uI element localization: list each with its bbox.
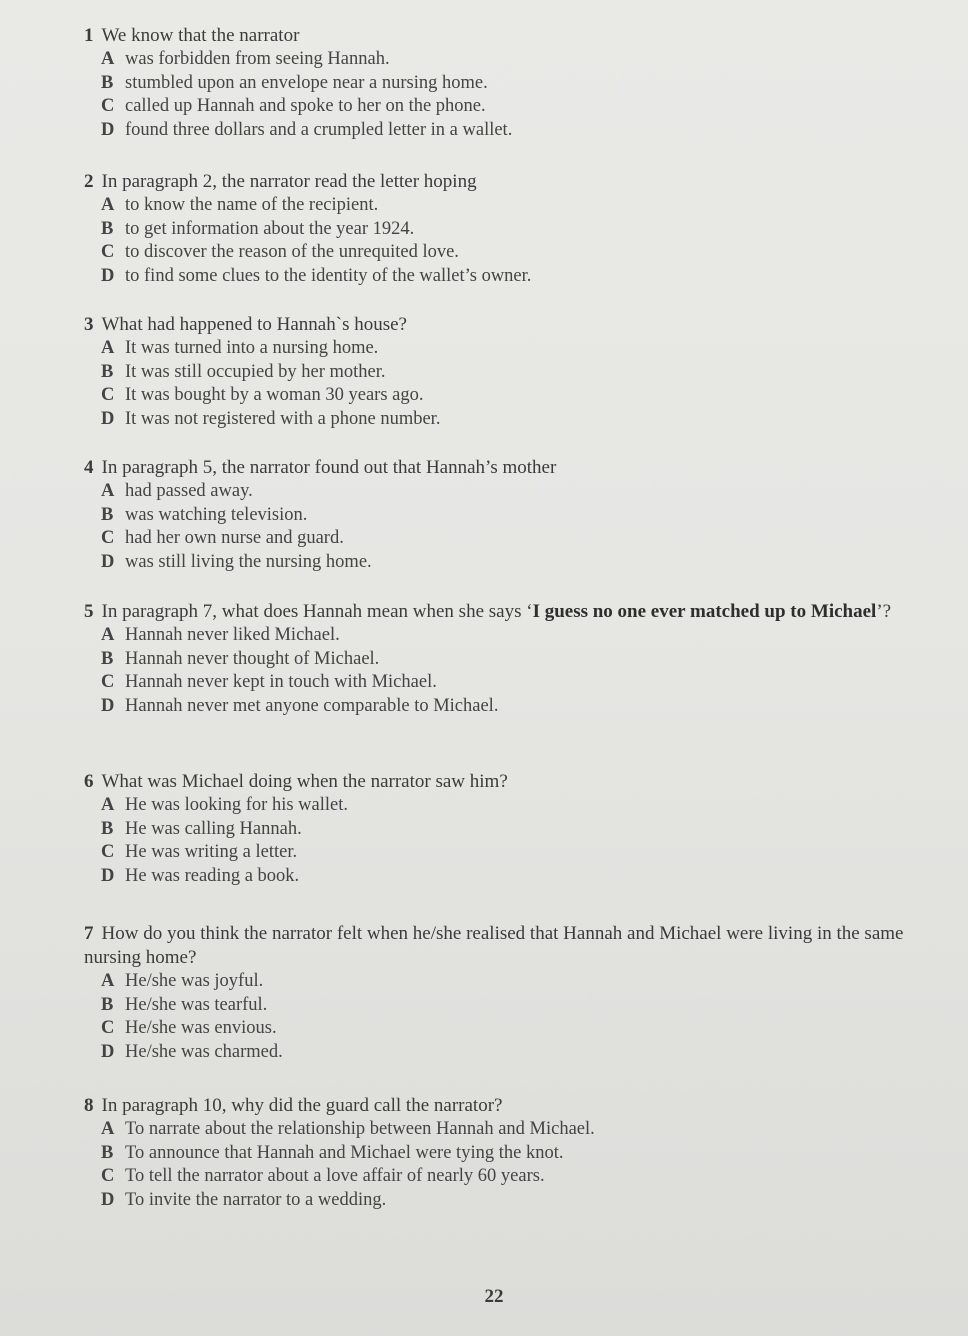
option-b[interactable] <box>84 994 948 1018</box>
option-letter: B <box>101 648 114 669</box>
option-letter: D <box>101 865 115 886</box>
option-text: Hannah never met anyone comparable to Michael. <box>125 695 499 716</box>
answer-options <box>84 194 948 288</box>
option-letter: A <box>101 49 115 69</box>
question-4 <box>84 456 948 574</box>
option-b[interactable] <box>84 1142 948 1166</box>
option-b[interactable] <box>84 648 948 672</box>
option-text: to know the name of the recipient. <box>125 195 379 215</box>
option-text: He was reading a book. <box>125 865 300 886</box>
option-d[interactable] <box>84 695 948 719</box>
option-text: To tell the narrator about a love affair of nearly 60 years. <box>125 1166 545 1187</box>
question-number: 4 <box>84 457 94 478</box>
question-5 <box>84 600 948 718</box>
question-number: 1 <box>84 25 94 46</box>
page-number: 22 <box>484 1286 504 1307</box>
answer-options <box>84 794 948 888</box>
option-text: was watching television. <box>125 504 308 525</box>
question-stem <box>84 24 948 48</box>
question-stem <box>84 770 948 794</box>
option-text: It was still occupied by her mother. <box>125 361 386 382</box>
option-text: called up Hannah and spoke to her on the phone. <box>125 96 486 117</box>
question-text: In paragraph 2, the narrator read the letter hoping <box>101 171 477 192</box>
question-stem <box>84 170 948 194</box>
answer-options <box>84 1118 948 1212</box>
question-text: How do you think the narrator felt when he/she realised that Hannah and Michael were living in the same nursing home? <box>84 923 904 968</box>
option-letter: A <box>101 625 115 645</box>
option-c[interactable] <box>84 241 948 265</box>
option-letter: C <box>101 242 115 263</box>
option-d[interactable] <box>84 865 948 889</box>
question-stem <box>84 600 948 624</box>
question-text-end: ’? <box>876 601 892 622</box>
answer-options <box>84 480 948 574</box>
option-letter: A <box>101 971 115 991</box>
option-c[interactable] <box>84 841 948 865</box>
option-text: Hannah never kept in touch with Michael. <box>125 672 437 693</box>
question-stem <box>84 1094 948 1118</box>
option-a[interactable] <box>84 48 948 72</box>
option-text: He/she was charmed. <box>125 1041 283 1062</box>
option-letter: A <box>101 195 115 215</box>
option-a[interactable] <box>84 194 948 218</box>
option-d[interactable] <box>84 1041 948 1065</box>
option-d[interactable] <box>84 119 948 143</box>
question-number: 6 <box>84 771 94 792</box>
question-number: 8 <box>84 1095 94 1116</box>
option-text: was forbidden from seeing Hannah. <box>125 49 390 69</box>
question-text: What had happened to Hannah`s house? <box>101 314 407 335</box>
option-text: found three dollars and a crumpled letter in a wallet. <box>125 119 513 140</box>
question-3 <box>84 313 948 431</box>
answer-options <box>84 337 948 431</box>
option-text: He was looking for his wallet. <box>125 795 348 815</box>
option-letter: B <box>101 218 114 239</box>
question-text: In paragraph 10, why did the guard call the narrator? <box>101 1095 503 1116</box>
option-letter: D <box>101 1189 115 1210</box>
option-a[interactable] <box>84 480 948 504</box>
option-text: Hannah never thought of Michael. <box>125 648 380 669</box>
question-6 <box>84 770 948 888</box>
option-c[interactable] <box>84 95 948 119</box>
answer-options <box>84 48 948 142</box>
option-a[interactable] <box>84 624 948 648</box>
option-c[interactable] <box>84 384 948 408</box>
option-text: It was bought by a woman 30 years ago. <box>125 385 424 406</box>
option-letter: C <box>101 528 115 549</box>
question-quote: I guess no one ever matched up to Michael <box>532 601 877 622</box>
option-d[interactable] <box>84 265 948 289</box>
option-b[interactable] <box>84 818 948 842</box>
question-text: What was Michael doing when the narrator saw him? <box>101 771 508 792</box>
option-text: It was not registered with a phone number. <box>125 408 441 429</box>
option-letter: A <box>101 338 115 358</box>
option-b[interactable] <box>84 72 948 96</box>
option-text: to discover the reason of the unrequited love. <box>125 242 459 263</box>
option-text: stumbled upon an envelope near a nursing home. <box>125 72 488 93</box>
option-letter: B <box>101 818 114 839</box>
question-number: 2 <box>84 171 94 192</box>
option-text: Hannah never liked Michael. <box>125 625 340 645</box>
question-number: 5 <box>84 601 94 622</box>
option-a[interactable] <box>84 1118 948 1142</box>
option-text: had her own nurse and guard. <box>125 528 344 549</box>
option-letter: C <box>101 842 115 863</box>
option-d[interactable] <box>84 408 948 432</box>
option-text: to get information about the year 1924. <box>125 218 415 239</box>
option-text: to find some clues to the identity of the wallet’s owner. <box>125 265 532 286</box>
option-text: had passed away. <box>125 481 253 501</box>
option-a[interactable] <box>84 794 948 818</box>
question-stem <box>84 456 948 480</box>
option-letter: B <box>101 72 114 93</box>
option-letter: B <box>101 994 114 1015</box>
option-a[interactable] <box>84 970 948 994</box>
option-letter: A <box>101 1119 115 1139</box>
option-text: He/she was tearful. <box>125 994 268 1015</box>
option-b[interactable] <box>84 504 948 528</box>
option-letter: C <box>101 1018 115 1039</box>
option-c[interactable] <box>84 527 948 551</box>
option-letter: C <box>101 672 115 693</box>
option-letter: B <box>101 361 114 382</box>
option-letter: C <box>101 96 115 117</box>
option-text: To invite the narrator to a wedding. <box>125 1189 387 1210</box>
option-text: He was writing a letter. <box>125 842 298 863</box>
option-c[interactable] <box>84 671 948 695</box>
option-letter: D <box>101 408 115 429</box>
option-letter: D <box>101 265 115 286</box>
option-d[interactable] <box>84 551 948 575</box>
question-1 <box>84 24 948 142</box>
option-letter: A <box>101 481 115 501</box>
option-letter: D <box>101 551 115 572</box>
question-text: We know that the narrator <box>101 25 300 46</box>
option-text: It was turned into a nursing home. <box>125 338 379 358</box>
question-7 <box>84 922 948 1064</box>
option-letter: D <box>101 119 115 140</box>
question-text: In paragraph 7, what does Hannah mean when she says ‘ <box>101 601 533 622</box>
option-letter: A <box>101 795 115 815</box>
question-number: 7 <box>84 923 94 944</box>
option-b[interactable] <box>84 218 948 242</box>
question-stem <box>84 922 948 970</box>
option-text: He was calling Hannah. <box>125 818 302 839</box>
option-letter: C <box>101 385 115 406</box>
question-number: 3 <box>84 314 94 335</box>
option-c[interactable] <box>84 1017 948 1041</box>
option-letter: D <box>101 695 115 716</box>
question-text: In paragraph 5, the narrator found out that Hannah’s mother <box>101 457 557 478</box>
question-2 <box>84 170 948 288</box>
option-b[interactable] <box>84 361 948 385</box>
question-8 <box>84 1094 948 1212</box>
option-letter: C <box>101 1166 115 1187</box>
option-text: He/she was envious. <box>125 1018 277 1039</box>
answer-options <box>84 624 948 718</box>
option-text: was still living the nursing home. <box>125 551 372 572</box>
option-letter: D <box>101 1041 115 1062</box>
option-text: To announce that Hannah and Michael were tying the knot. <box>125 1142 564 1163</box>
option-letter: B <box>101 1142 114 1163</box>
question-stem <box>84 313 948 337</box>
option-d[interactable] <box>84 1189 948 1213</box>
option-c[interactable] <box>84 1165 948 1189</box>
answer-options <box>84 970 948 1064</box>
option-text: He/she was joyful. <box>125 971 264 991</box>
option-a[interactable] <box>84 337 948 361</box>
option-text: To narrate about the relationship between Hannah and Michael. <box>125 1119 595 1139</box>
option-letter: B <box>101 504 114 525</box>
